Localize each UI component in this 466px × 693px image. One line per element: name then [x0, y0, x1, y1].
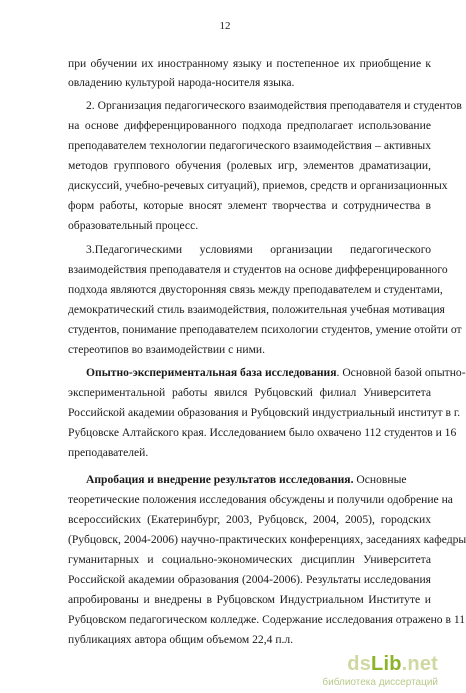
text-fragment: Основные — [353, 473, 407, 486]
text-line: гуманитарных и социально-экономических дисциплин Университета — [68, 553, 431, 566]
text-line: экспериментальной работы явился Рубцовский филиал Университета — [68, 386, 431, 399]
text-line: теоретические положения исследования обсуждены и получили одобрение на — [68, 493, 453, 506]
page-number: 12 — [219, 20, 231, 32]
text-line: апробированы и внедрены в Рубцовском Индустриальном Институте и — [68, 593, 431, 606]
text-line — [86, 366, 466, 380]
text-line: овладению культурой народа-носителя языка. — [68, 76, 295, 89]
section-heading-approbation: Апробация и внедрение результатов исследования. — [86, 473, 354, 486]
text-line: преподавателем технологии педагогического взаимодействия – активных — [68, 139, 431, 152]
text-line: студентов, понимание преподавателем психологии студентов, умение отойти от — [68, 323, 462, 336]
text-line: методов группового обучения (ролевых игр, элементов драматизации, — [68, 159, 431, 172]
text-line: взаимодействия преподавателя и студентов на основе дифференцированного — [68, 263, 448, 276]
text-line: демократический стиль взаимодействия, положительная учебная мотивация — [68, 303, 445, 316]
text-fragment: . Основной базой опытно- — [336, 366, 466, 379]
dslib-subtitle: библиотека диссертаций — [322, 677, 438, 688]
text-line: дискуссий, учебно-речевых ситуаций), приемов, средств и организационных — [68, 179, 448, 192]
text-line: публикациях автора общим объемом 22,4 п.л. — [68, 633, 294, 646]
dslib-watermark — [318, 653, 438, 689]
dslib-logo: dsLib.net — [347, 653, 438, 675]
text-line — [86, 473, 431, 487]
text-line: стереотипов во взаимодействии с ними. — [68, 343, 266, 356]
text-line: форм работы, которые вносят элемент творчества и сотрудничества в — [68, 199, 431, 212]
text-line: преподавателей. — [68, 446, 149, 459]
section-heading-base: Опытно-экспериментальная база исследования — [86, 366, 337, 379]
text-line: при обучении их иностранному языку и постепенное их приобщение к — [68, 57, 431, 70]
text-line: образовательный процесс. — [68, 219, 199, 232]
text-line: (Рубцовск, 2004-2006) научно-практических конференциях, заседаниях кафедры — [68, 533, 466, 546]
text-line: на основе дифференцированного подхода предполагает использование — [68, 119, 431, 132]
text-line: Рубцовском педагогическом колледже. Содержание исследования отражено в 11 — [68, 613, 466, 626]
text-line: Российской академии образования и Рубцовский индустриальный институт в г. — [68, 406, 461, 419]
text-line: подхода являются двусторонняя связь между преподавателем и студентами, — [68, 283, 443, 296]
text-line: 3.Педагогическими условиями организации педагогического — [86, 243, 431, 256]
text-line: всероссийских (Екатеринбург, 2003, Рубцовск, 2004, 2005), городских — [68, 513, 431, 526]
text-line: Российской академии образования (2004-2006). Результаты исследования — [68, 573, 431, 586]
text-line: 2. Организация педагогического взаимодействия преподавателя и студентов — [86, 99, 462, 112]
text-line: Рубцовске Алтайского края. Исследованием было охвачено 112 студентов и 16 — [68, 426, 457, 439]
